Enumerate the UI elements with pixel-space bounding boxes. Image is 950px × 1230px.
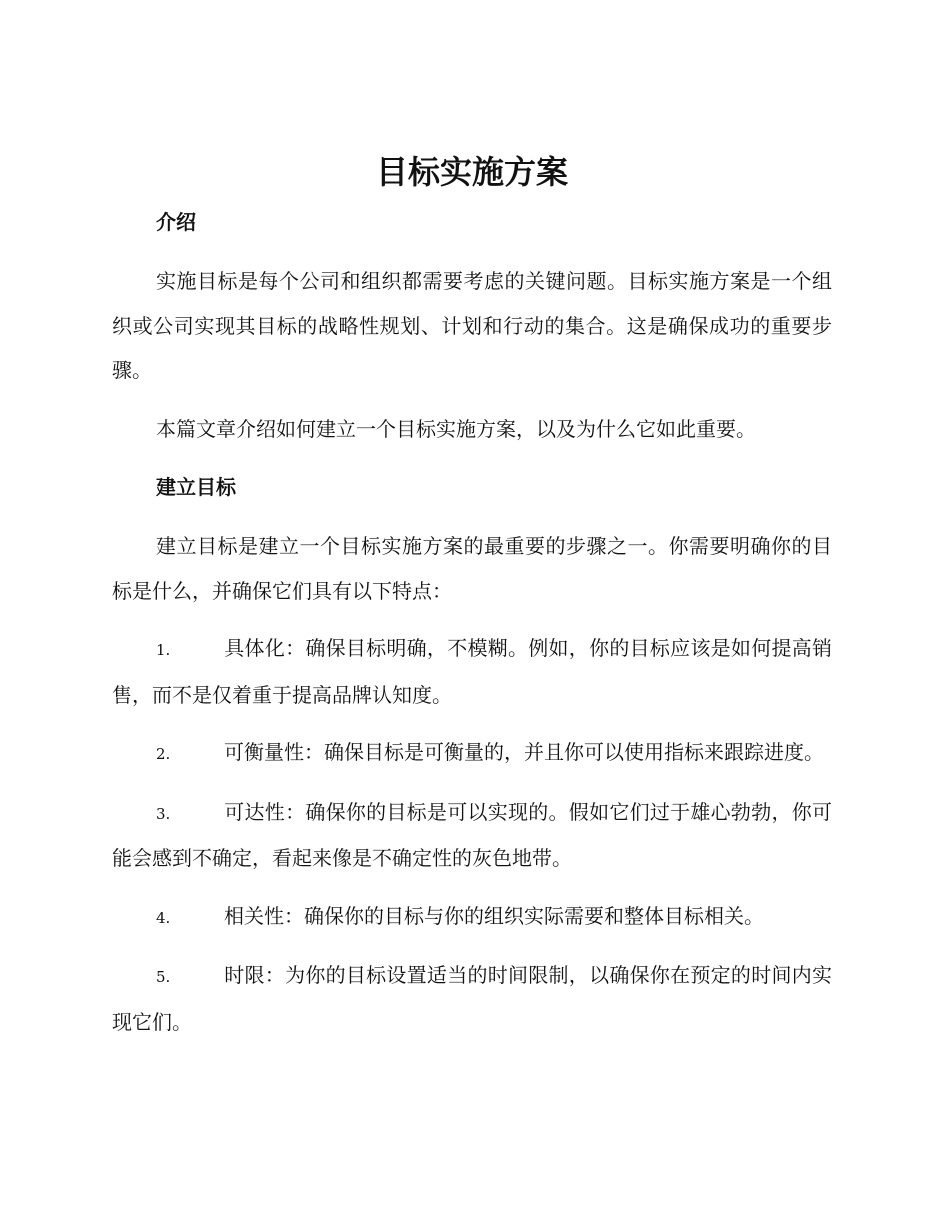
list-item [112,730,832,777]
list-item-number: 5. [156,968,171,986]
list-item-number: 1. [156,641,171,659]
section-heading-build-goals: 建立目标 [156,475,236,499]
list-item [112,894,832,941]
list-item-text: 具体化：确保目标明确，不模糊。例如，你的目标应该是如何提高销售，而不是仅着重于提高品牌认知度。 [112,636,832,707]
list-item-text: 时限：为你的目标设置适当的时间限制，以确保你在预定的时间内实现它们。 [112,963,832,1034]
intro-paragraph-2: 本篇文章介绍如何建立一个目标实施方案，以及为什么它如此重要。 [156,416,756,441]
document-body [112,148,832,1044]
list-item-number: 2. [156,745,171,763]
list-item-number: 3. [156,804,171,823]
list-item-text: 可达性：确保你的目标是可以实现的。假如它们过于雄心勃勃，你可能会感到不确定，看起来像是不确定性的灰色地带。 [112,799,832,870]
list-item-text: 相关性：确保你的目标与你的组织实际需要和整体目标相关。 [224,903,764,928]
list-item [112,626,832,717]
list-item-number: 4. [156,908,171,927]
section-heading-intro: 介绍 [156,210,196,234]
list-item-text: 可衡量性：确保目标是可衡量的，并且你可以使用指标来跟踪进度。 [224,740,824,764]
list-item [112,790,832,881]
build-goals-paragraph: 建立目标是建立一个目标实施方案的最重要的步骤之一。你需要明确你的目标是什么，并确保它们具有以下特点： [112,534,832,603]
goal-characteristics-list [112,626,832,1044]
document-title: 目标实施方案 [375,153,568,191]
intro-paragraph-1: 实施目标是每个公司和组织都需要考虑的关键问题。目标实施方案是一个组织或公司实现其目标的战略性规划、计划和行动的集合。这是确保成功的重要步骤。 [112,269,832,382]
list-item [112,953,832,1044]
